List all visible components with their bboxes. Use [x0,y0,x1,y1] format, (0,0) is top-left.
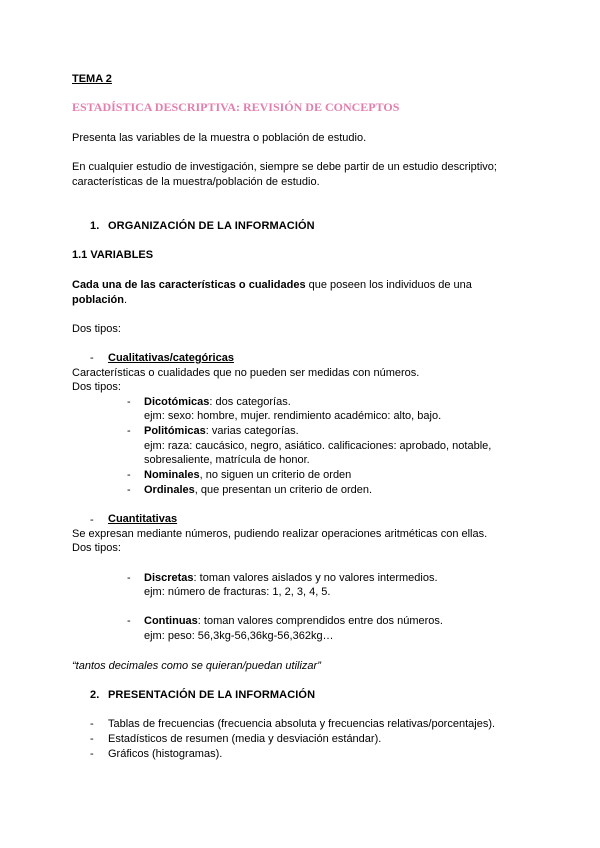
continuas-item [144,614,443,628]
list-item-graficos: Gráficos (histogramas). [108,748,223,760]
politomicas-term: Politómicas [144,425,206,437]
cualitativas-dos-tipos: Dos tipos: [72,381,121,393]
subsection-1-1-title: 1.1 VARIABLES [72,249,154,261]
cualitativas-bullet: - [90,352,94,364]
nominales-text: , no siguen un criterio de orden [199,469,352,481]
dos-tipos-label: Dos tipos: [72,323,121,335]
list-item-bullet: - [90,733,94,745]
politomicas-bullet: - [127,425,131,437]
intro-paragraph-2-line-2: características de la muestra/población de estudio. [72,176,320,188]
continuas-text: : toman valores comprendidos entre dos números. [197,615,443,627]
discretas-item [144,571,438,585]
intro-paragraph-2-line-1: En cualquier estudio de investigación, siempre se debe partir de un estudio descriptivo; [72,161,497,173]
dicotomicas-term: Dicotómicas [144,396,210,408]
dicotomicas-text: : dos categorías. [209,396,291,408]
politomicas-item [144,424,299,438]
list-item-tablas: Tablas de frecuencias (frecuencia absoluta y frecuencias relativas/porcentajes). [108,718,496,730]
definition-bold: Cada una de las características o cualidades [72,279,306,291]
continuas-example: ejm: peso: 56,3kg-56,36kg-56,362kg… [144,630,334,642]
dicotomicas-example: ejm: sexo: hombre, mujer. rendimiento académico: alto, bajo. [144,410,442,422]
section-1-title: ORGANIZACIÓN DE LA INFORMACIÓN [108,220,315,232]
page-title: ESTADÍSTICA DESCRIPTIVA: REVISIÓN DE CONCEPTOS [72,100,400,114]
discretas-example: ejm: número de fracturas: 1, 2, 3, 4, 5. [144,586,331,598]
politomicas-example-line-1: ejm: raza: caucásico, negro, asiático. calificaciones: aprobado, notable, [144,440,492,452]
definition-end: . [123,294,128,306]
definition-line-1 [72,278,472,292]
cuantitativas-bullet: - [90,514,94,526]
discretas-bullet: - [127,572,131,584]
dicotomicas-item [144,395,291,409]
decimals-quote: “tantos decimales como se quieran/puedan utilizar” [72,660,321,672]
intro-paragraph-1: Presenta las variables de la muestra o población de estudio. [72,132,367,144]
definition-bold-poblacion: población [72,294,124,306]
list-item-estadisticos: Estadísticos de resumen (media y desviación estándar). [108,733,382,745]
list-item-bullet: - [90,718,94,730]
cuantitativas-heading: Cuantitativas [108,513,178,525]
dicotomicas-bullet: - [127,396,131,408]
discretas-term: Discretas [144,572,194,584]
definition-line-2 [72,293,127,307]
ordinales-text: , que presentan un criterio de orden. [194,484,373,496]
continuas-term: Continuas [144,615,198,627]
continuas-bullet: - [127,615,131,627]
tema-label: TEMA 2 [72,73,112,85]
nominales-item [144,468,351,482]
cuantitativas-desc: Se expresan mediante números, pudiendo realizar operaciones aritméticas con ellas. [72,528,488,540]
list-item-bullet: - [90,748,94,760]
cuantitativas-dos-tipos: Dos tipos: [72,542,121,554]
section-2-title: PRESENTACIÓN DE LA INFORMACIÓN [108,689,316,701]
nominales-term: Nominales [144,469,200,481]
ordinales-term: Ordinales [144,484,195,496]
ordinales-item [144,483,372,497]
politomicas-text: : varias categorías. [205,425,299,437]
ordinales-bullet: - [127,484,131,496]
nominales-bullet: - [127,469,131,481]
definition-text: que poseen los individuos de una [305,279,472,291]
section-1-number: 1. [90,220,100,232]
section-2-number: 2. [90,689,100,701]
cualitativas-heading: Cualitativas/categóricas [108,352,234,364]
discretas-text: : toman valores aislados y no valores intermedios. [193,572,438,584]
politomicas-example-line-2: sobresaliente, matrícula de honor. [144,454,310,466]
cualitativas-desc: Características o cualidades que no pueden ser medidas con números. [72,367,420,379]
